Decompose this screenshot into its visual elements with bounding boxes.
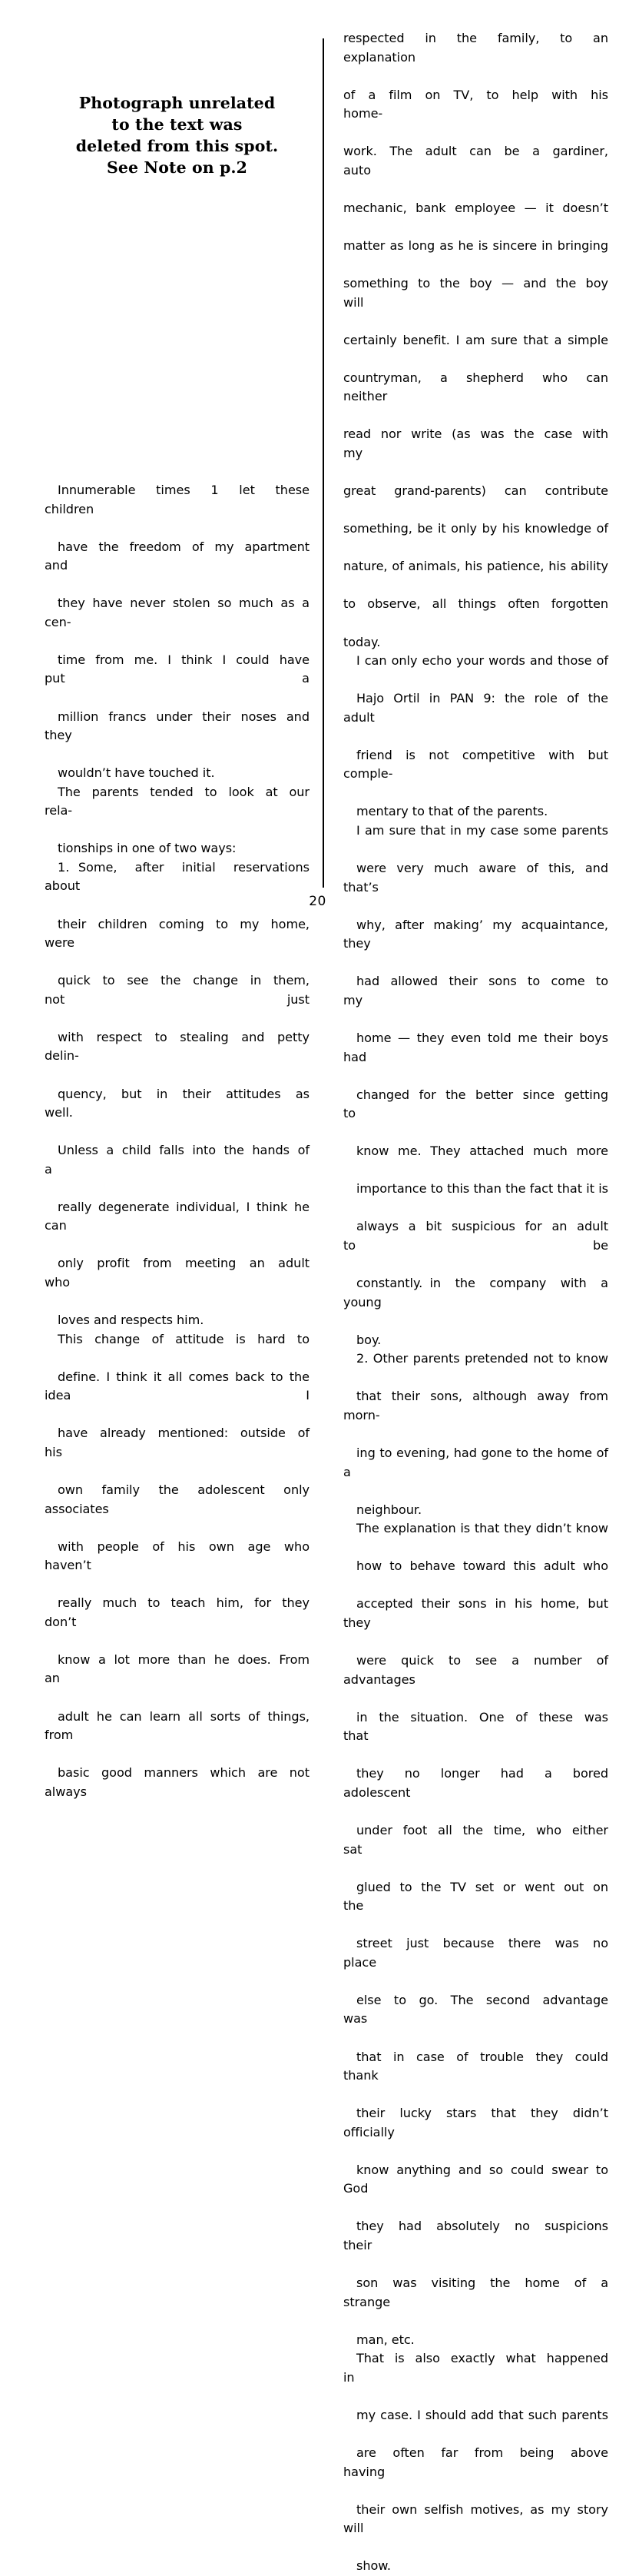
body-line: Innumerable times 1 let these children (45, 483, 318, 516)
body-line: in the situation. One of these was that (343, 1709, 617, 1744)
photo-removed-notice-line: See Note on p.2 (106, 158, 248, 177)
body-paragraph (343, 2349, 617, 2576)
body-line: ing to evening, had gone to the home of a (343, 1446, 613, 1479)
body-line: define. I think it all comes back to the idea I (45, 1369, 314, 1403)
body-paragraph (45, 1330, 318, 1802)
body-line: certainly benefit. I am sure that a simple (343, 332, 608, 347)
body-line: quick to see the change in them, not just (45, 973, 318, 1007)
body-line: know me. They attached much more (356, 1144, 608, 1159)
body-line: really degenerate individual, I think he can (45, 1199, 314, 1233)
body-paragraph (45, 481, 318, 783)
body-line: million francs under their noses and they (45, 709, 318, 743)
page-number-value: 20 (309, 894, 326, 909)
body-line: This change of attitude is hard to (58, 1331, 310, 1346)
body-line: something, be it only by his knowledge of (343, 521, 608, 536)
body-line: countryman, a shepherd who can neither (343, 370, 617, 404)
body-line: they no longer had a bored adolescent (343, 1766, 617, 1800)
body-line: constantly. in the company with a young (343, 1276, 617, 1310)
body-line: matter as long as he is sincere in bringing (343, 238, 608, 254)
body-line: their children coming to my home, were (45, 916, 318, 951)
body-line: only profit from meeting an adult who (45, 1256, 318, 1290)
body-line: respected in the family, to an explanation (343, 31, 617, 65)
body-line: wouldn’t have touched it. (58, 765, 215, 781)
body-line: mentary to that of the parents. (356, 804, 548, 819)
body-paragraph (343, 1519, 617, 2349)
body-line: else to go. The second advantage was (343, 1992, 617, 2027)
body-line: of a film on TV, to help with his home- (343, 87, 617, 121)
body-line: neighbour. (356, 1502, 422, 1517)
body-line: today. (343, 634, 381, 649)
body-line: why, after making’ my acquaintance, they (343, 917, 613, 951)
body-line: know anything and so could swear to God (343, 2162, 613, 2196)
body-line: accepted their sons in his home, but they (343, 1596, 613, 1630)
photo-removed-notice-line: Photograph unrelated (78, 94, 276, 112)
body-line: Unless a child falls into the hands of a (45, 1143, 318, 1177)
body-line: I can only echo your words and those of (356, 653, 608, 669)
body-line: That is also exactly what happened in (343, 2351, 617, 2385)
body-line: man, etc. (356, 2332, 415, 2347)
body-line: that their sons, although away from morn- (343, 1389, 613, 1422)
body-line: have the freedom of my apartment and (45, 539, 318, 573)
body-line: 1. Some, after initial reservations about (45, 859, 318, 894)
body-line: they had absolutely no suspicions their (343, 2219, 617, 2252)
body-line: really much to teach him, for they don’t (45, 1595, 318, 1629)
photo-removed-notice-line: deleted from this spot. (75, 137, 279, 155)
body-line: The parents tended to look at our rela- (45, 784, 318, 818)
body-line: home — they even told me their boys had (343, 1030, 613, 1064)
body-line: that in case of trouble they could thank (343, 2049, 617, 2083)
body-line: were quick to see a number of advantages (343, 1653, 613, 1687)
photo-removed-notice (45, 92, 310, 178)
body-line: work. The adult can be a gardiner, auto (343, 144, 617, 178)
body-line: something to the boy — and the boy will (343, 276, 617, 310)
body-line: mechanic, bank employee — it doesn’t (343, 200, 608, 215)
body-line: time from me. I think I could have put a (45, 652, 318, 686)
body-line: friend is not competitive with but comple- (343, 747, 613, 782)
body-line: great grand-parents) can contribute (343, 483, 608, 499)
body-line: own family the adolescent only associates (45, 1482, 314, 1516)
body-line: street just because there was no place (343, 1936, 617, 1970)
body-paragraph (343, 652, 617, 822)
body-paragraph (343, 29, 617, 652)
body-line: loves and respects him. (58, 1313, 204, 1328)
body-line: to observe, all things often forgotten (343, 596, 608, 612)
body-line: changed for the better since getting to (343, 1087, 617, 1121)
body-line: with people of his own age who haven’t (45, 1539, 318, 1573)
body-line: are often far from being above having (343, 2445, 617, 2479)
body-line: how to behave toward this adult who (356, 1559, 608, 1574)
page-number (0, 894, 629, 909)
body-line: under foot all the time, who either sat (343, 1822, 617, 1857)
body-line: importance to this than the fact that it is (356, 1181, 608, 1197)
body-line: had allowed their sons to come to my (343, 974, 617, 1007)
body-line: 2. Other parents pretended not to know (356, 1351, 608, 1366)
body-line: basic good manners which are not always (45, 1765, 314, 1799)
right-column (343, 29, 617, 2576)
body-line: boy. (356, 1332, 382, 1347)
body-line: I am sure that in my case some parents (356, 822, 608, 838)
column-divider-rule (323, 38, 324, 888)
body-line: they have never stolen so much as a cen- (45, 596, 314, 629)
body-line: Hajo Ortil in PAN 9: the role of the adult (343, 691, 617, 725)
body-line: with respect to stealing and petty delin- (45, 1029, 318, 1064)
body-line: were very much aware of this, and that’s (343, 861, 613, 895)
body-line: quency, but in their attitudes as well. (45, 1086, 318, 1120)
body-line: adult he can learn all sorts of things, from (45, 1708, 314, 1743)
body-paragraph (343, 1349, 613, 1519)
body-line: read nor write (as was the case with my (343, 427, 617, 461)
body-line: son was visiting the home of a strange (343, 2276, 617, 2309)
body-line: nature, of animals, his patience, his ability (343, 559, 608, 574)
body-line: glued to the TV set or went out on the (343, 1879, 617, 1914)
body-line: my case. I should add that such parents (356, 2407, 608, 2422)
body-line: know a lot more than he does. From an (45, 1651, 318, 1686)
body-line: their lucky stars that they didn’t officially (343, 2106, 613, 2139)
body-line: show. (356, 2558, 391, 2574)
body-line: The explanation is that they didn’t know (356, 1521, 608, 1536)
body-line: their own selfish motives, as my story will (343, 2501, 613, 2536)
body-line: tionships in one of two ways: (58, 841, 237, 856)
body-line: always a bit suspicious for an adult to be (343, 1219, 617, 1253)
body-paragraph (45, 783, 318, 858)
body-line: have already mentioned: outside of his (45, 1426, 318, 1459)
photo-removed-notice-line: to the text was (111, 115, 243, 134)
